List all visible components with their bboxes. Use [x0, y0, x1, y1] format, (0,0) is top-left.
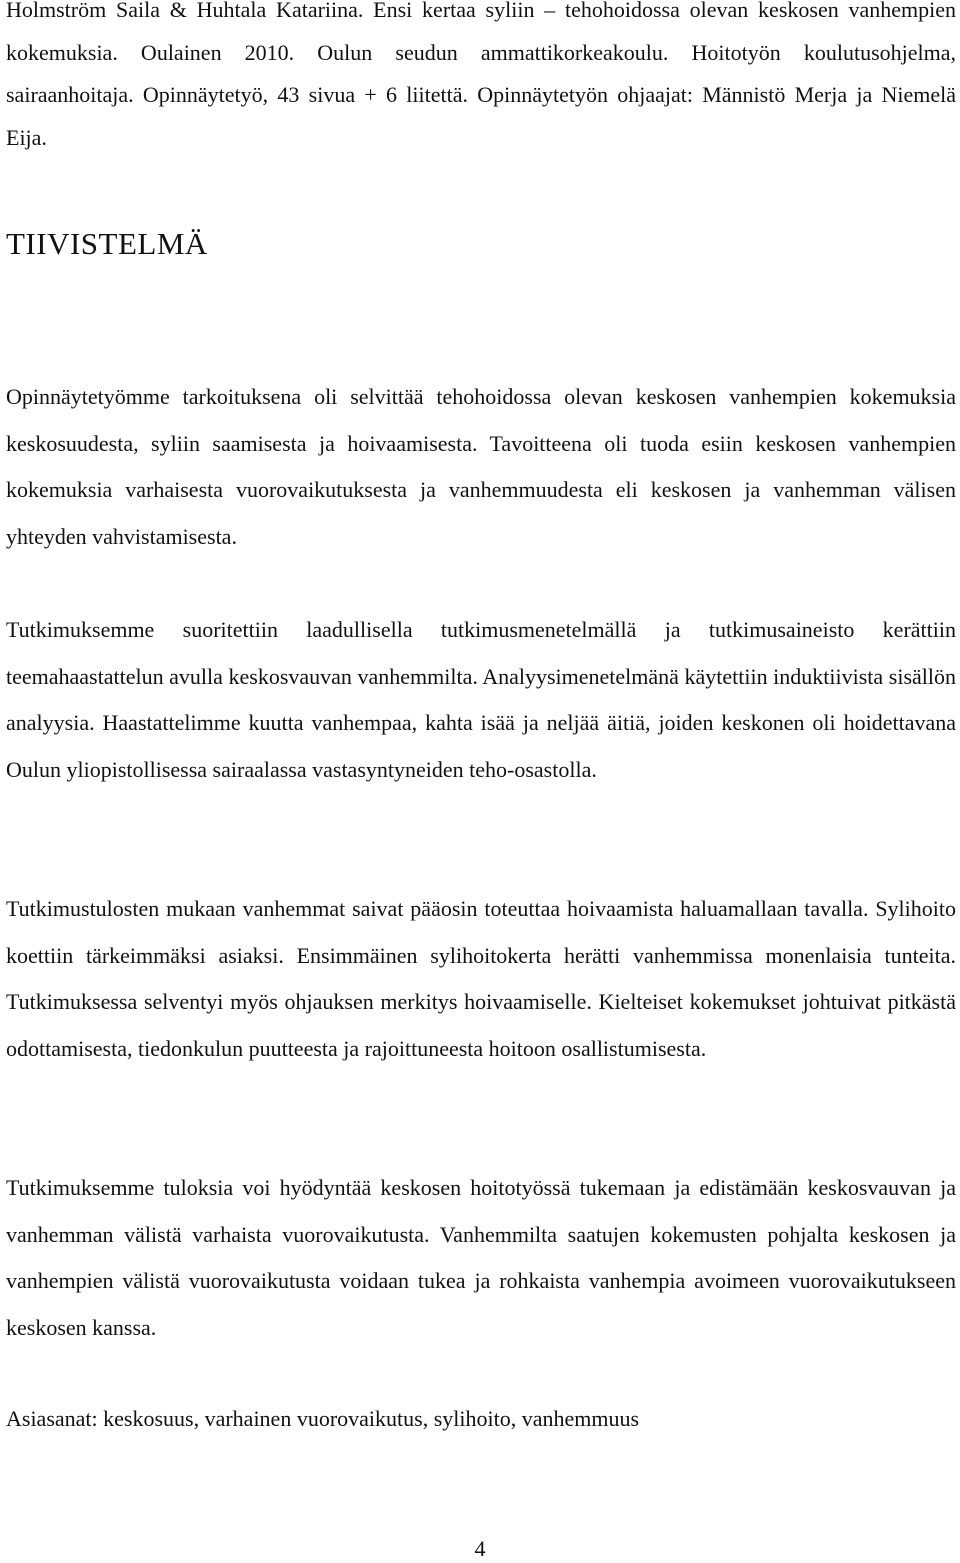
keywords-line: Asiasanat: keskosuus, varhainen vuorovaikutus, sylihoito, vanhemmuus — [6, 1406, 640, 1431]
page-number: 4 — [474, 1536, 486, 1561]
abstract-paragraph-method: Tutkimuksemme suoritettiin laadullisella tutkimusmenetelmällä ja tutkimusaineisto kerättiin teemahaastattelun avulla keskosvauvan vanhemmilta. Analyysimenetelmänä käytettiin induktiivista sisällön analyysia. Haastattelimme kuutta vanhempaa, kahta isää ja neljää äitiä, joiden keskonen oli hoidettavana Oulun yliopistollisessa sairaalassa vastasyntyneiden teho-osastolla. — [6, 617, 956, 782]
abstract-paragraph-conclusion: Tutkimuksemme tuloksia voi hyödyntää keskosen hoitotyössä tukemaan ja edistämään keskosvauvan ja vanhemman välistä varhaista vuorovaikutusta. Vanhemmilta saatujen kokemusten pohjalta keskosen ja vanhempien välistä vuorovaikutusta voidaan tukea ja rohkaista vanhempia avoimeen vuorovaikutukseen keskosen kanssa. — [6, 1175, 956, 1340]
abstract-paragraph-purpose: Opinnäytetyömme tarkoituksena oli selvittää tehohoidossa olevan keskosen vanhempien kokemuksia keskosuudesta, syliin saamisesta ja hoivaamisesta. Tavoitteena oli tuoda esiin keskosen vanhempien kokemuksia varhaisesta vuorovaikutuksesta ja vanhemmuudesta eli keskosen ja vanhemman välisen yhteyden vahvistamisesta. — [6, 384, 956, 549]
abstract-paragraph-results: Tutkimustulosten mukaan vanhemmat saivat pääosin toteuttaa hoivaamista haluamallaan tavalla. Sylihoito koettiin tärkeimmäksi asiaksi. Ensimmäinen sylihoitokerta herätti vanhemmissa monenlaisia tunteita. Tutkimuksessa selventyi myös ohjauksen merkitys hoivaamiselle. Kielteiset kokemukset johtuivat pitkästä odottamisesta, tiedonkulun puutteesta ja rajoittuneesta hoitoon osallistumisesta. — [6, 896, 956, 1061]
bibliographic-reference: Holmström Saila & Huhtala Katariina. Ensi kertaa syliin – tehohoidossa olevan keskosen vanhempien kokemuksia. Oulainen 2010. Oulun seudun ammattikorkeakoulu. Hoitotyön koulutusohjelma, sairaanhoitaja. Opinnäytetyö, 43 sivua + 6 liitettä. Opinnäytetyön ohjaajat: Männistö Merja ja Niemelä Eija. — [6, 0, 956, 150]
abstract-heading: TIIVISTELMÄ — [6, 226, 208, 261]
